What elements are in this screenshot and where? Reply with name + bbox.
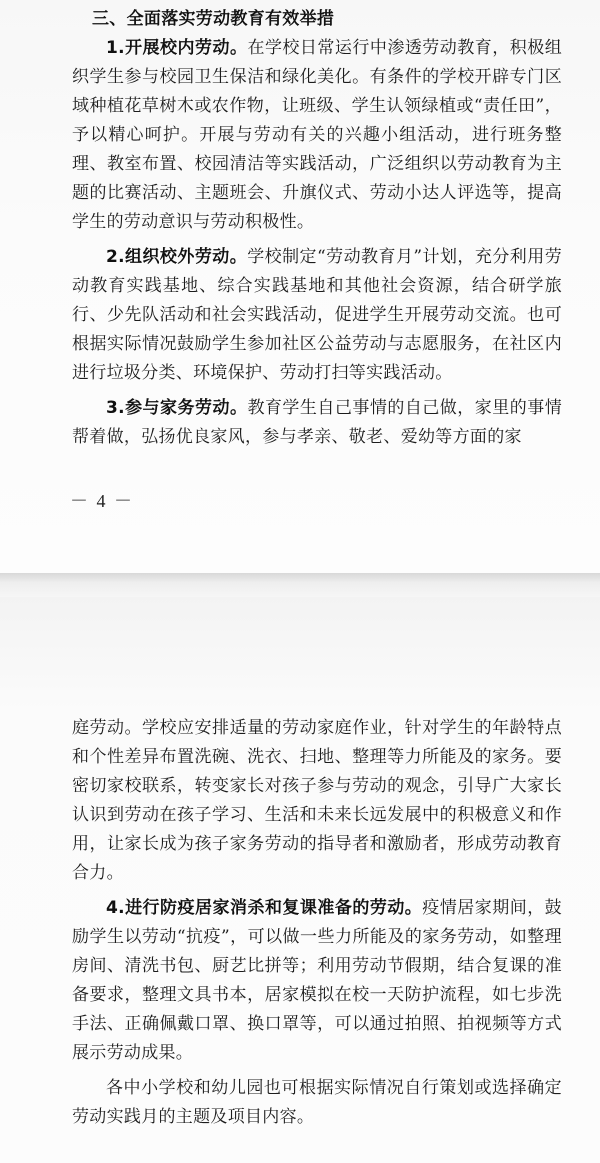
page-divider — [0, 573, 600, 597]
paragraph-5-body: 各中小学校和幼儿园也可根据实际情况自行策划或选择确定劳动实践月的主题及项目内容。 — [72, 1078, 562, 1127]
paragraph-4-body: 疫情居家期间，鼓励学生以劳动“抗疫”，可以做一些力所能及的家务劳动，如整理房间、清洗书包、厨艺比拼等；利用劳动节假期，结合复课的准备要求，整理文具书本，居家模拟在校一天防护流程，如七步洗手法、正确佩戴口罩、换口罩等，可以通过拍照、拍视频等方式展示劳动成果。 — [72, 898, 562, 1063]
paragraph-3-lead: 3.参与家务劳动。 — [106, 398, 248, 418]
paragraph-3-body: 教育学生自己事情的自己做，家里的事情帮着做，弘扬优良家风，参与孝亲、敬老、爱幼等方面的家 — [72, 398, 562, 447]
page-4-text — [72, 5, 562, 458]
paragraph-3-continuation: 庭劳动。学校应安排适量的劳动家庭作业，针对学生的年龄特点和个性差异布置洗碗、洗衣、扫地、整理等力所能及的家务。要密切家校联系，转变家长对孩子参与劳动的观念，引导广大家长认识到劳动在孩子学习、生活和未来长远发展中的积极意义和作用，让家长成为孩子家务劳动的指导者和激励者，形成劳动教育合力。 — [72, 718, 562, 883]
paragraph-5 — [72, 1074, 562, 1132]
paragraph-4-lead: 4.进行防疫居家消杀和复课准备的劳动。 — [106, 898, 423, 918]
paragraph-1-body: 在学校日常运行中渗透劳动教育，积极组织学生参与校园卫生保洁和绿化美化。有条件的学校开辟专门区域种植花草树木或农作物，让班级、学生认领绿植或“责任田”，予以精心呵护。开展与劳动有关的兴趣小组活动，进行班务整理、教室布置、校园清洁等实践活动，广泛组织以劳动教育为主题的比赛活动、主题班会、升旗仪式、劳动小达人评选等，提高学生的劳动意识与劳动积极性。 — [72, 38, 562, 232]
page-5-text — [72, 714, 562, 1138]
paragraph-2-lead: 2.组织校外劳动。 — [106, 247, 248, 267]
paragraph-1-lead: 1.开展校内劳动。 — [106, 38, 248, 58]
document-page-5 — [0, 597, 600, 1163]
document-page-4 — [0, 0, 600, 573]
paragraph-2-body: 学校制定“劳动教育月”计划，充分利用劳动教育实践基地、综合实践基地和其他社会资源，结合研学旅行、少先队活动和社会实践活动，促进学生开展劳动交流。也可根据实际情况鼓励学生参加社区公益劳动与志愿服务，在社区内进行垃圾分类、环境保护、劳动打扫等实践活动。 — [72, 247, 562, 383]
section-heading: 三、全面落实劳动教育有效举措 — [92, 9, 335, 29]
paragraph-3 — [72, 394, 562, 452]
paragraph-1 — [72, 34, 562, 237]
paragraph-2 — [72, 243, 562, 388]
page-number: － 4 － — [70, 491, 134, 511]
paragraph-4 — [72, 894, 562, 1068]
